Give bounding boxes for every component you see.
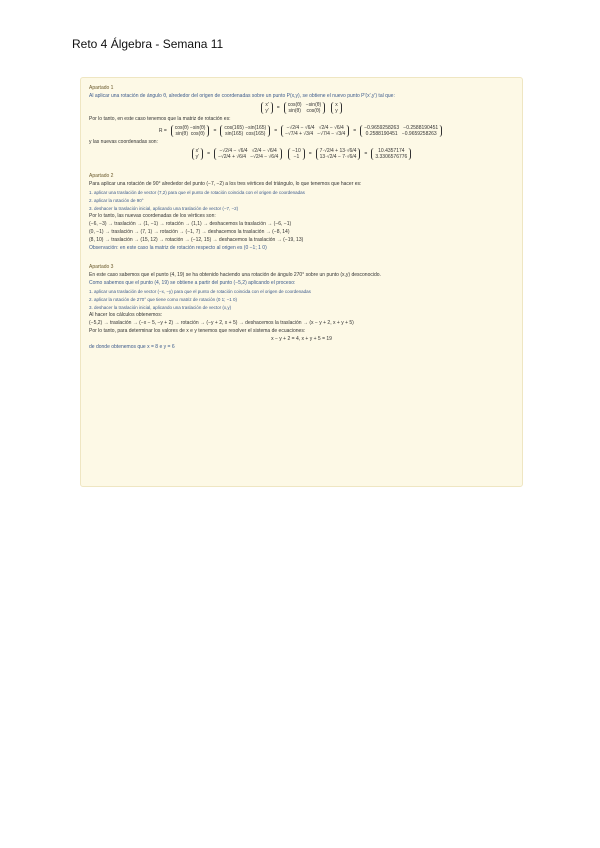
coords-matrix: −√2/4 − √6/4 √2/4 − √6/4 −√2/4 + √6/4 −√2/4 − √6/4: [214, 148, 282, 160]
section-3-step2: 2. aplicar la rotación de 270° que tiene como matriz de rotación (0 1; −1 0): [89, 297, 238, 302]
section-3-step1: 1. aplicar una traslación de vector (−x, −y) para que el punto de rotación coincida con el origen de coordenadas: [89, 289, 311, 294]
section-1-heading: Apartado 1: [89, 85, 114, 91]
section-3-text5: Como sabemos que el punto (4, 19) se obtiene a partir del punto (−5,2) aplicando el proceso:: [89, 280, 296, 286]
primed-vector: x' y': [261, 102, 272, 114]
matrix-exact: −√2/4 − √6/4 √2/4 − √6/4 −√7/4 + √3/4 −√7/4 − √3/4: [281, 125, 349, 137]
section-1-text2: Por lo tanto, en este caso tenemos que la matriz de rotación es:: [89, 116, 231, 122]
section-2-step2: 2. aplicar la rotación de 90°: [89, 198, 144, 203]
section-2-text4: Por lo tanto, las nuevas coordenadas de los vértices son:: [89, 213, 216, 219]
section-2-intro: Para aplicar una rotación de 90° alrededor del punto (−7, −2) a los tres vértices del triángulo, lo que tenemos que hacer es:: [89, 181, 362, 187]
section-1-intro: Al aplicar una rotación de ángulo θ, alrededor del origen de coordenadas sobre un punto P(x,y), se obtiene el nuevo punto P'(x',y') tal que:: [89, 93, 395, 99]
section-2-observation: Observación: en este caso la matriz de rotación respecto al origen es (0 −1; 1 0): [89, 245, 267, 251]
rotation-matrix-generic: cos(θ) −sin(θ) sin(θ) cos(θ): [284, 102, 325, 114]
matrix-theta: cos(θ) −sin(θ) sin(θ) cos(θ): [171, 125, 210, 137]
vertex-1-line: (−6, −3) → traslación → (1, −1) → rotación → (1,1) → deshacemos la traslación → (−6, −1): [89, 221, 292, 227]
xy-vector: x y: [331, 102, 342, 114]
section-3-text7: Por lo tanto, para determinar los valores de x e y tenemos que resolver el sistema de ecuaciones:: [89, 328, 306, 334]
section-3-step3: 3. deshacer la traslación inicial, aplicando una traslación de vector (x,y): [89, 305, 232, 310]
matrix-165: cos(165) −sin(165) sin(165) cos(165): [220, 125, 270, 137]
page-title: Reto 4 Álgebra - Semana 11: [72, 37, 224, 51]
coords-point: −10 −1: [288, 148, 304, 160]
section-2-step3: 3. deshacer la traslación inicial, aplicando una traslación de vector (−7, −2): [89, 206, 239, 211]
section-2-step1: 1. aplicar una traslación de vector (7,2) para que el punto de rotación coincida con el origen de coordenadas: [89, 190, 305, 195]
coords-decimal: 10.4357174 3.3306576776: [371, 148, 411, 160]
equation-system: x − y + 2 = 4, x + y + 5 = 19: [271, 336, 332, 342]
section-2-heading: Apartado 2: [89, 173, 114, 179]
section-3-heading: Apartado 3: [89, 264, 114, 270]
matrix-decimal: −0.9659258263 −0.2588190451 0.2588190451 −0.9659258263: [360, 125, 442, 137]
rotation-matrix-row: R = cos(θ) −sin(θ) sin(θ) cos(θ) = cos(165) −sin(165) sin(165) cos(165) = −√2/4 − √6/4 √2/4 − √6/4 −√7/4 + √3/4 −√7/4 − √3/4 = −0.9659258263 −0.2588190451 0.2588190451 −0.9659258263: [89, 125, 514, 137]
vertex-3-line: (8, 10) → traslación → (15, 12) → rotación → (−12, 15) → deshacemos la traslación → (−19, 13): [89, 237, 304, 243]
section-3-text6: Al hacer los cálculos obtenemos:: [89, 312, 163, 318]
coords-exact: 7·√2/4 + 13·√6/4 13·√2/4 − 7·√6/4: [316, 148, 361, 160]
section-3-result: de donde obtenemos que x = 8 e y = 6: [89, 344, 175, 350]
vertex-2-line: (0, −1) → traslación → (7, 1) → rotación → (−1, 7) → deshacemos la traslación → (−8, 14): [89, 229, 290, 235]
section-3-calc: (−5,2) → traslación → (−x − 5, −y + 2) → rotación → (−y + 2, x + 5) → deshacemos la traslación → (x − y + 2, x + y + 5): [89, 320, 354, 326]
new-coords-row: x' y' = −√2/4 − √6/4 √2/4 − √6/4 −√2/4 + √6/4 −√2/4 − √6/4 −10 −1 = 7·√2/4 + 13·√6/4 13·√2/4 − 7·√6/4 = 10.4357174 3.3306576776: [89, 148, 514, 160]
section-1-text3: y las nuevas coordenadas son:: [89, 139, 158, 145]
coords-primed: x' y': [192, 148, 203, 160]
rotation-equation: x' y' = cos(θ) −sin(θ) sin(θ) cos(θ) x y: [89, 102, 514, 114]
solution-card: [80, 77, 523, 487]
section-3-intro: En este caso sabemos que el punto (4, 19) se ha obtenido haciendo una rotación de ángulo 270° sobre un punto (x,y) desconocido.: [89, 272, 381, 278]
